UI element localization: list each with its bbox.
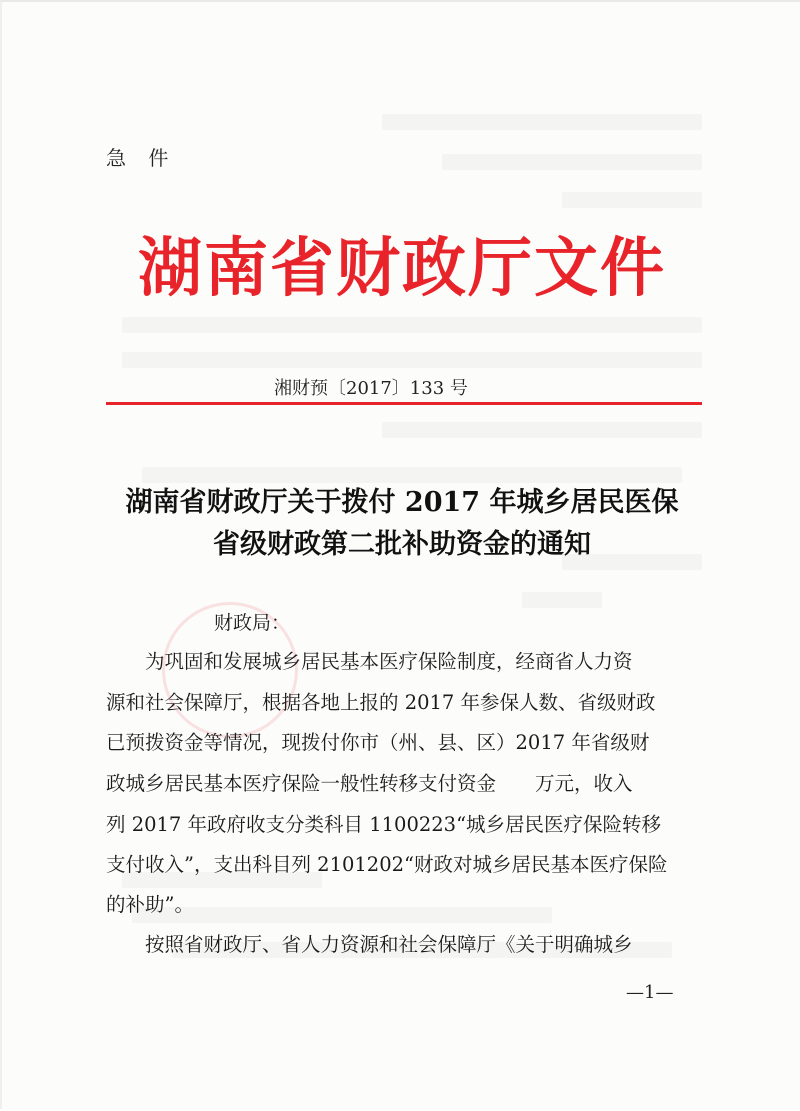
document-number: 湘财预〔2017〕133 号 [274, 378, 468, 399]
page-number: —1— [626, 982, 674, 1003]
salutation: 财政局： [214, 612, 291, 634]
body-line: 支付收入”，支出科目列 2101202“财政对城乡居民基本医疗保险 [106, 853, 668, 876]
body-line: 列 2017 年政府收支分类科目 1100223“城乡居民医疗保险转移 [106, 813, 662, 836]
notice-title-line-1: 湖南省财政厅关于拨付 2017 年城乡居民医保 [125, 487, 679, 518]
notice-title-line-2: 省级财政第二批补助资金的通知 [213, 529, 591, 560]
body-line: 政城乡居民基本医疗保险一般性转移支付资金 万元，收入 [106, 772, 633, 795]
body-line: 已预拨资金等情况，现拨付你市（州、县、区）2017 年省级财 [106, 731, 650, 754]
body-line: 的补助”。 [106, 893, 194, 916]
body-line: 按照省财政厅、省人力资源和社会保障厅《关于明确城乡 [106, 933, 633, 956]
body-line: 源和社会保障厅，根据各地上报的 2017 年参保人数、省级财政 [106, 691, 656, 714]
red-separator-line [106, 402, 702, 405]
body-line: 为巩固和发展城乡居民基本医疗保险制度，经商省人力资 [106, 650, 633, 673]
issuing-authority-header: 湖南省财政厅文件 [138, 232, 666, 306]
urgency-label: 急 件 [106, 146, 177, 170]
